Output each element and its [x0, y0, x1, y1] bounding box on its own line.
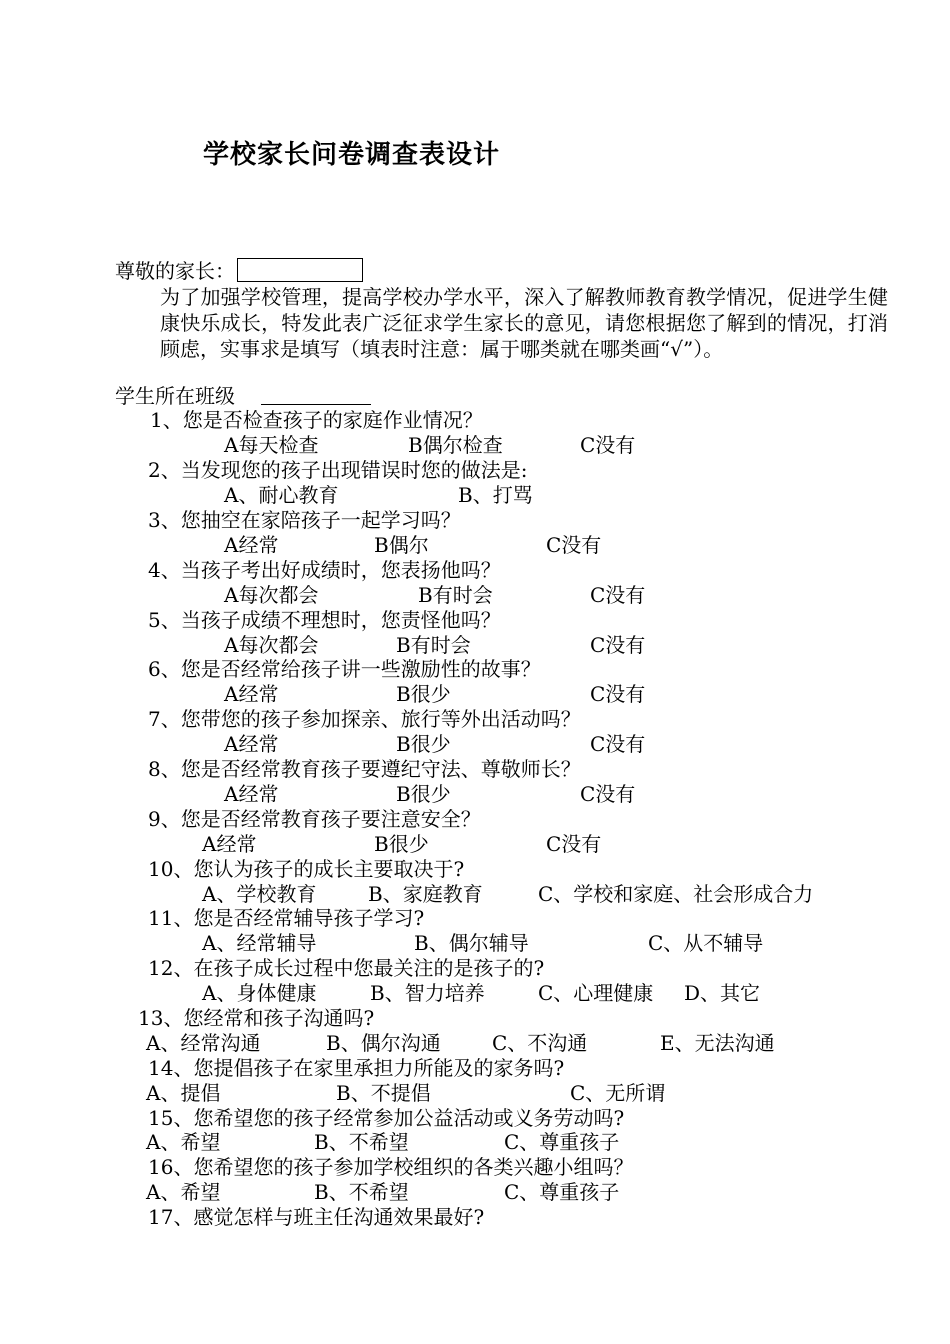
- q5-option-c[interactable]: C没有: [590, 633, 646, 657]
- q11-option-a[interactable]: A、经常辅导: [202, 931, 317, 955]
- q16-option-a[interactable]: A、希望: [146, 1180, 221, 1204]
- question-16: 16、您希望您的孩子参加学校组织的各类兴趣小组吗？: [148, 1155, 634, 1179]
- q15-option-a[interactable]: A、希望: [146, 1130, 221, 1154]
- question-5: 5、当孩子成绩不理想时，您责怪他吗？: [148, 608, 501, 632]
- q4-option-c[interactable]: C没有: [590, 583, 646, 607]
- q12-option-c[interactable]: C、心理健康: [538, 981, 654, 1005]
- question-1: 1、您是否检查孩子的家庭作业情况？: [150, 408, 483, 432]
- q14-option-a[interactable]: A、提倡: [146, 1081, 221, 1105]
- question-3: 3、您抽空在家陪孩子一起学习吗？: [148, 508, 461, 532]
- q9-option-a[interactable]: A经常: [202, 832, 257, 856]
- q5-option-b[interactable]: B有时会: [396, 633, 471, 657]
- question-8: 8、您是否经常教育孩子要遵纪守法、尊敬师长？: [148, 757, 581, 781]
- q12-option-a[interactable]: A、身体健康: [202, 981, 317, 1005]
- q15-option-c[interactable]: C、尊重孩子: [504, 1130, 620, 1154]
- q6-option-a[interactable]: A经常: [224, 682, 279, 706]
- q13-option-e[interactable]: E、无法沟通: [660, 1031, 775, 1055]
- greeting-line: [115, 258, 363, 283]
- q9-option-b[interactable]: B很少: [374, 832, 429, 856]
- question-2: 2、当发现您的孩子出现错误时您的做法是:: [148, 458, 528, 482]
- question-11: 11、您是否经常辅导孩子学习?: [148, 906, 425, 930]
- q8-option-c[interactable]: C没有: [580, 782, 636, 806]
- q14-option-c[interactable]: C、无所谓: [570, 1081, 666, 1105]
- q7-option-b[interactable]: B很少: [396, 732, 451, 756]
- q1-option-b[interactable]: B偶尔检查: [408, 433, 503, 457]
- q13-option-c[interactable]: C、不沟通: [492, 1031, 588, 1055]
- question-17: 17、感觉怎样与班主任沟通效果最好?: [148, 1205, 485, 1229]
- q13-option-b[interactable]: B、偶尔沟通: [326, 1031, 441, 1055]
- class-label: 学生所在班级: [115, 384, 235, 408]
- intro-paragraph: 为了加强学校管理，提高学校办学水平，深入了解教师教育教学情况，促进学生健康快乐成长，特发此表广泛征求学生家长的意见，请您根据您了解到的情况，打消顾虑，实事求是填写（填表时注意：属于哪类就在哪类画“√”）。: [160, 285, 888, 361]
- q11-option-b[interactable]: B、偶尔辅导: [414, 931, 529, 955]
- q10-option-c[interactable]: C、学校和家庭、社会形成合力: [538, 882, 814, 906]
- q9-option-c[interactable]: C没有: [546, 832, 602, 856]
- q12-option-d[interactable]: D、其它: [684, 981, 761, 1005]
- q14-option-b[interactable]: B、不提倡: [336, 1081, 431, 1105]
- q16-option-c[interactable]: C、尊重孩子: [504, 1180, 620, 1204]
- page-title: 学校家长问卷调查表设计: [203, 140, 501, 170]
- q3-option-a[interactable]: A经常: [224, 533, 279, 557]
- question-15: 15、您希望您的孩子经常参加公益活动或义务劳动吗?: [148, 1106, 625, 1130]
- question-7: 7、您带您的孩子参加探亲、旅行等外出活动吗？: [148, 707, 581, 731]
- q2-option-a[interactable]: A、耐心教育: [224, 483, 339, 507]
- q12-option-b[interactable]: B、智力培养: [370, 981, 485, 1005]
- q8-option-b[interactable]: B很少: [396, 782, 451, 806]
- q8-option-a[interactable]: A经常: [224, 782, 279, 806]
- q3-option-b[interactable]: B偶尔: [374, 533, 429, 557]
- q5-option-a[interactable]: A每次都会: [224, 633, 319, 657]
- question-4: 4、当孩子考出好成绩时，您表扬他吗？: [148, 558, 501, 582]
- q1-option-a[interactable]: A每天检查: [224, 433, 319, 457]
- q4-option-a[interactable]: A每次都会: [224, 583, 319, 607]
- class-line: [115, 384, 371, 408]
- q7-option-a[interactable]: A经常: [224, 732, 279, 756]
- q7-option-c[interactable]: C没有: [590, 732, 646, 756]
- parent-name-blank[interactable]: [237, 258, 363, 282]
- question-6: 6、您是否经常给孩子讲一些激励性的故事？: [148, 657, 541, 681]
- q4-option-b[interactable]: B有时会: [418, 583, 493, 607]
- q6-option-b[interactable]: B很少: [396, 682, 451, 706]
- q1-option-c[interactable]: C没有: [580, 433, 636, 457]
- q10-option-a[interactable]: A、学校教育: [202, 882, 317, 906]
- question-9: 9、您是否经常教育孩子要注意安全？: [148, 807, 481, 831]
- q2-option-b[interactable]: B、打骂: [458, 483, 533, 507]
- question-13: 13、您经常和孩子沟通吗?: [138, 1006, 375, 1030]
- greeting-text: 尊敬的家长：: [115, 259, 235, 283]
- question-10: 10、您认为孩子的成长主要取决于?: [148, 857, 465, 881]
- question-12: 12、在孩子成长过程中您最关注的是孩子的?: [148, 956, 545, 980]
- q3-option-c[interactable]: C没有: [546, 533, 602, 557]
- q10-option-b[interactable]: B、家庭教育: [368, 882, 483, 906]
- q6-option-c[interactable]: C没有: [590, 682, 646, 706]
- q15-option-b[interactable]: B、不希望: [314, 1130, 409, 1154]
- q13-option-a[interactable]: A、经常沟通: [146, 1031, 261, 1055]
- question-14: 14、您提倡孩子在家里承担力所能及的家务吗?: [148, 1056, 565, 1080]
- q11-option-c[interactable]: C、从不辅导: [648, 931, 764, 955]
- class-blank[interactable]: [261, 386, 371, 405]
- q16-option-b[interactable]: B、不希望: [314, 1180, 409, 1204]
